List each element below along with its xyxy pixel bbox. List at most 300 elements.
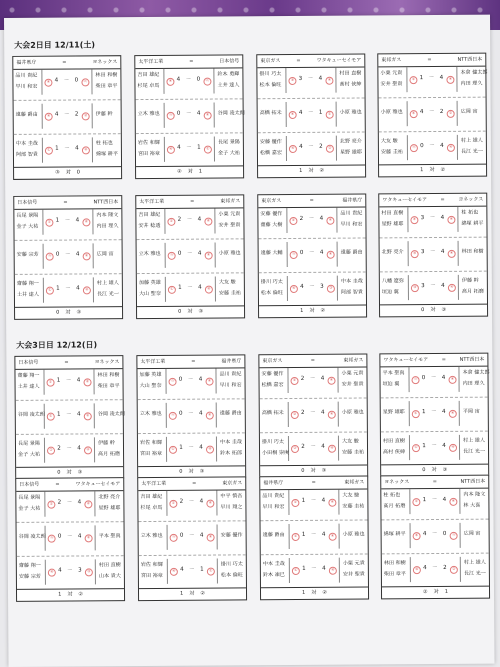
games bbox=[137, 368, 245, 466]
game-row bbox=[378, 67, 488, 93]
score-right: 4 bbox=[442, 496, 447, 503]
row-separator bbox=[382, 519, 489, 521]
player-name: 綿塚 耕平 bbox=[383, 531, 406, 538]
player-name: 大山 聖奈 bbox=[139, 382, 162, 390]
score-left: 3 bbox=[420, 215, 425, 222]
game-row bbox=[14, 137, 121, 163]
player-name: 柱 拓也 bbox=[461, 209, 479, 216]
left-players bbox=[139, 525, 168, 550]
versus-sign: = bbox=[55, 481, 60, 488]
right-players bbox=[459, 435, 488, 460]
game-row bbox=[17, 525, 124, 551]
score-right: 4 bbox=[321, 497, 326, 504]
circled-score-left: ① bbox=[409, 76, 417, 84]
versus-sign: = bbox=[296, 57, 301, 64]
player-name: 星野 雄耶 bbox=[98, 505, 121, 512]
left-players bbox=[16, 492, 45, 517]
match-card bbox=[136, 354, 246, 479]
circled-score-right: ① bbox=[207, 568, 215, 576]
versus-sign: = bbox=[64, 359, 69, 366]
score-left: 3 bbox=[421, 283, 425, 290]
team-right: 福井県庁 bbox=[342, 197, 363, 204]
total-right: ③ bbox=[199, 468, 205, 475]
player-name: 掛川 巧太 bbox=[260, 279, 283, 286]
player-name: 立木 雅也 bbox=[140, 532, 163, 540]
games bbox=[15, 369, 123, 467]
circled-score-right: ④ bbox=[206, 500, 214, 508]
versus-sign: = bbox=[432, 478, 437, 485]
score-dash: － bbox=[431, 442, 437, 450]
total-left: 1 bbox=[300, 307, 304, 314]
player-name: 鈴木 拓郎 bbox=[220, 450, 243, 457]
player-name: 土井 達人 bbox=[217, 82, 240, 89]
circled-score-left: ④ bbox=[44, 79, 52, 87]
score-dash: － bbox=[63, 77, 70, 84]
player-name: 長江 光一 bbox=[463, 570, 486, 577]
player-name: 土井 達人 bbox=[17, 383, 40, 390]
match-header bbox=[380, 354, 487, 368]
match-card bbox=[378, 193, 488, 318]
player-name: 小栗 元貴 bbox=[218, 211, 241, 218]
player-name: 齋藤 翔一 bbox=[18, 562, 41, 569]
game-row bbox=[135, 68, 242, 94]
player-name: 髙村 侠紳 bbox=[339, 81, 362, 88]
versus-sign: = bbox=[191, 358, 196, 365]
score-right: 4 bbox=[197, 216, 202, 223]
circled-score-left: ② bbox=[169, 500, 177, 508]
right-players bbox=[457, 135, 486, 160]
circled-score-right: ④ bbox=[449, 498, 457, 506]
player-name: 小栗 元貴 bbox=[342, 560, 365, 567]
game-row bbox=[138, 402, 245, 428]
player-name: 品川 貴紀 bbox=[219, 371, 242, 378]
team-right: NTT西日本 bbox=[460, 478, 486, 485]
right-players bbox=[335, 67, 364, 92]
left-players bbox=[379, 135, 408, 160]
circled-score-left: ① bbox=[292, 533, 300, 541]
games bbox=[135, 68, 243, 166]
score-dash: － bbox=[185, 76, 192, 83]
total-right: ② bbox=[200, 590, 206, 597]
game-row bbox=[137, 242, 244, 268]
right-players bbox=[216, 490, 245, 515]
score-right: 4 bbox=[196, 110, 201, 117]
score-dash: － bbox=[188, 444, 194, 451]
score-right: 4 bbox=[441, 374, 446, 381]
player-name: 中本 圭哉 bbox=[262, 561, 285, 568]
score-left: 1 bbox=[178, 284, 182, 291]
player-name: 大友 駿 bbox=[342, 492, 360, 499]
player-name: 小原 雅也 bbox=[341, 409, 364, 416]
player-name: 髙月 拓磨 bbox=[461, 288, 484, 295]
score-left: 4 bbox=[422, 531, 427, 538]
circled-score-left: ① bbox=[292, 567, 300, 575]
player-name: 村田 直樹 bbox=[98, 562, 121, 569]
score-right: 4 bbox=[320, 409, 325, 416]
score-left: 1 bbox=[301, 497, 306, 504]
player-name: 加藤 英雄 bbox=[139, 371, 162, 379]
player-name: 遠藤 爵由 bbox=[15, 111, 38, 118]
row-separator bbox=[260, 431, 367, 433]
left-players bbox=[137, 369, 166, 394]
games bbox=[136, 208, 244, 306]
right-players bbox=[95, 559, 124, 584]
total-left: 0 bbox=[421, 307, 425, 314]
game-row bbox=[138, 436, 245, 462]
score-left: 0 bbox=[55, 251, 60, 258]
circled-score-right: ④ bbox=[84, 500, 92, 508]
player-name: 伊藤 幹 bbox=[95, 111, 113, 118]
total-vs: 対 bbox=[189, 590, 195, 597]
player-name: 内田 理久 bbox=[462, 380, 485, 387]
player-name: 村田 直樹 bbox=[382, 438, 405, 445]
score-left: 0 bbox=[299, 249, 304, 256]
player-name: 安井 聖貴 bbox=[342, 571, 365, 578]
player-name: 柱 拓也 bbox=[383, 492, 401, 499]
player-name: 安藤 優作 bbox=[260, 211, 283, 218]
right-players bbox=[94, 403, 123, 428]
score-left: 1 bbox=[419, 75, 424, 82]
player-name: 内本 隆文 bbox=[463, 491, 486, 498]
total-left: 0 bbox=[57, 469, 61, 476]
player-name: 柴田 章平 bbox=[383, 571, 406, 578]
score-dash: － bbox=[66, 533, 73, 540]
game-row bbox=[382, 523, 489, 549]
player-name: 遠藤 大輔 bbox=[260, 250, 283, 257]
row-separator bbox=[16, 399, 123, 401]
team-left: 東京ガス bbox=[261, 197, 282, 204]
circled-score-right: ④ bbox=[205, 252, 213, 260]
total-vs: 対 bbox=[187, 168, 193, 175]
player-name: 村田 直樹 bbox=[339, 70, 362, 77]
total-left: 1 bbox=[58, 591, 62, 598]
player-name: 広岡 宙 bbox=[96, 251, 114, 258]
player-name: 大友 駿 bbox=[380, 138, 398, 145]
row-separator bbox=[382, 553, 489, 555]
score-left: 0 bbox=[179, 532, 184, 539]
player-name: 阿部 智貴 bbox=[15, 151, 38, 158]
total-right: ② bbox=[322, 589, 328, 596]
right-players bbox=[93, 277, 122, 302]
score-dash: － bbox=[430, 374, 437, 382]
player-name: 内本 隆文 bbox=[96, 212, 119, 219]
score-right: 4 bbox=[75, 251, 80, 258]
score-dash: － bbox=[308, 143, 314, 150]
player-name: 綿塚 耕平 bbox=[461, 220, 484, 227]
left-players bbox=[379, 101, 408, 126]
score-left: 4 bbox=[54, 111, 59, 118]
row-separator bbox=[261, 553, 368, 555]
score-dash: － bbox=[188, 532, 195, 539]
circled-score-right: ④ bbox=[84, 412, 92, 420]
player-name: 品川 貴紀 bbox=[15, 72, 38, 79]
match-card bbox=[380, 475, 490, 600]
match-header bbox=[135, 55, 242, 69]
game-row bbox=[260, 489, 367, 515]
player-name: 長尾 景陽 bbox=[16, 212, 39, 219]
circled-score-right: ④ bbox=[206, 446, 214, 454]
circled-score-left: ⓪ bbox=[290, 251, 298, 259]
versus-sign: = bbox=[427, 56, 432, 63]
circled-score-left: ④ bbox=[413, 566, 421, 574]
right-players bbox=[337, 241, 366, 266]
team-left: 日本信号 bbox=[19, 481, 40, 488]
left-players bbox=[260, 402, 289, 427]
circled-score-left: ④ bbox=[410, 110, 418, 118]
left-players bbox=[260, 436, 289, 461]
player-name: 髙村 侠紳 bbox=[383, 449, 406, 456]
game-row bbox=[14, 209, 121, 235]
score-right: 4 bbox=[75, 217, 80, 224]
score-dash: － bbox=[186, 144, 192, 151]
match-card bbox=[259, 475, 369, 600]
circled-score-left: ② bbox=[289, 217, 297, 225]
game-row bbox=[259, 241, 366, 267]
player-name: 髙月 拓磨 bbox=[98, 451, 121, 458]
player-name: 早川 翔之 bbox=[220, 504, 243, 511]
player-name: 谷岡 凌太朗 bbox=[17, 411, 45, 418]
score-dash: － bbox=[308, 249, 315, 256]
circled-score-right: ④ bbox=[84, 446, 92, 454]
total-right: ③ bbox=[198, 308, 204, 315]
total-left: 1 bbox=[180, 590, 184, 597]
game-row bbox=[17, 559, 124, 585]
circled-score-right: ④ bbox=[204, 218, 212, 226]
score-dash: － bbox=[65, 285, 71, 292]
player-name: 阿部 智貴 bbox=[340, 289, 363, 296]
left-players bbox=[135, 69, 164, 94]
game-row bbox=[379, 101, 486, 127]
game-row bbox=[136, 208, 243, 234]
player-name: 大友 駿 bbox=[341, 438, 359, 445]
score-right: 2 bbox=[74, 111, 79, 118]
right-players bbox=[337, 275, 366, 300]
left-players bbox=[380, 367, 409, 392]
score-dash: － bbox=[310, 531, 317, 538]
player-name: 小原 雅也 bbox=[339, 109, 362, 116]
circled-score-right: ④ bbox=[327, 251, 335, 259]
team-left: 太平洋工業 bbox=[140, 358, 166, 365]
player-name: 広岡 宙 bbox=[463, 530, 481, 537]
player-name: 安井 聖貴 bbox=[218, 222, 241, 229]
match-card bbox=[12, 55, 122, 180]
player-name: 安井 聖貴 bbox=[341, 381, 364, 388]
total-vs: 対 bbox=[431, 466, 437, 473]
score-dash: － bbox=[310, 443, 316, 450]
score-right: 4 bbox=[77, 499, 82, 506]
score-left: 2 bbox=[177, 216, 182, 223]
circled-score-left: ⓪ bbox=[169, 378, 177, 386]
player-name: 高橋 拓未 bbox=[261, 410, 284, 417]
right-players bbox=[93, 369, 122, 394]
score-dash: － bbox=[311, 565, 317, 572]
circled-score-right: ④ bbox=[206, 378, 214, 386]
score-right: 4 bbox=[76, 411, 81, 418]
total-vs: 対 bbox=[65, 309, 71, 316]
row-separator bbox=[381, 397, 488, 399]
left-players bbox=[13, 70, 42, 95]
circled-score-right: ② bbox=[450, 566, 458, 574]
player-name: 伊藤 幹 bbox=[461, 277, 479, 284]
right-players bbox=[339, 523, 368, 548]
score-dash: － bbox=[189, 566, 195, 573]
score-dash: － bbox=[307, 109, 314, 116]
player-name: 中本 圭哉 bbox=[340, 278, 363, 285]
circled-score-left: ⓪ bbox=[169, 412, 177, 420]
player-name: 柴田 章平 bbox=[95, 83, 118, 90]
game-row bbox=[16, 403, 123, 429]
player-name: 小原 雅也 bbox=[380, 109, 403, 116]
score-dash: － bbox=[66, 445, 72, 452]
circled-score-left: ③ bbox=[288, 77, 296, 85]
score-right: 4 bbox=[440, 248, 445, 255]
game-row bbox=[14, 103, 121, 129]
circled-score-left: ④ bbox=[167, 146, 175, 154]
player-name: 齋藤 翔一 bbox=[17, 372, 40, 379]
right-players bbox=[459, 489, 488, 514]
right-players bbox=[214, 102, 243, 127]
game-row bbox=[380, 241, 487, 267]
score-right: 4 bbox=[441, 408, 446, 415]
match-header bbox=[379, 194, 486, 208]
score-left: 1 bbox=[302, 565, 306, 572]
row-separator bbox=[136, 132, 243, 134]
row-separator bbox=[381, 431, 488, 433]
left-players bbox=[378, 67, 407, 92]
game-row bbox=[13, 69, 120, 95]
match-card bbox=[134, 54, 244, 179]
right-players bbox=[214, 208, 243, 233]
player-name: 北野 亮介 bbox=[339, 138, 362, 145]
player-name: 林田 和樹 bbox=[383, 560, 406, 567]
player-name: 広岡 宙 bbox=[460, 108, 478, 115]
match-header bbox=[137, 355, 244, 369]
score-right: 3 bbox=[78, 567, 82, 574]
total-right: 0 bbox=[76, 169, 81, 176]
right-players bbox=[337, 367, 366, 392]
total-vs: 対 bbox=[310, 467, 316, 474]
circled-score-left: ① bbox=[291, 499, 299, 507]
row-separator bbox=[14, 99, 121, 101]
score-dash: － bbox=[308, 215, 315, 222]
score-right: 4 bbox=[440, 142, 444, 149]
versus-sign: = bbox=[309, 197, 314, 204]
circled-score-left: ① bbox=[168, 286, 176, 294]
circled-score-left: ⓪ bbox=[167, 112, 175, 120]
team-left: 太平洋工業 bbox=[141, 480, 167, 487]
score-left: 2 bbox=[301, 443, 305, 450]
score-left: 2 bbox=[179, 498, 184, 505]
results-sheet bbox=[4, 15, 495, 667]
circled-score-left: ② bbox=[291, 377, 299, 385]
right-players bbox=[92, 137, 121, 162]
total-left: 0 bbox=[56, 309, 60, 316]
games bbox=[16, 491, 124, 589]
left-players bbox=[261, 524, 290, 549]
game-row bbox=[136, 136, 243, 162]
score-left: 1 bbox=[56, 411, 61, 418]
player-name: 吉田 雄紀 bbox=[138, 211, 161, 219]
right-players bbox=[456, 67, 488, 92]
left-players bbox=[139, 559, 168, 584]
right-players bbox=[217, 524, 246, 549]
circled-score-right: ④ bbox=[448, 284, 456, 292]
score-dash: － bbox=[65, 377, 72, 384]
right-players bbox=[336, 101, 365, 126]
score-right: 4 bbox=[77, 445, 81, 452]
left-players bbox=[138, 403, 167, 428]
total-right: ② bbox=[319, 167, 325, 174]
circled-score-right: ④ bbox=[448, 250, 456, 258]
row-separator bbox=[138, 432, 245, 434]
score-left: 0 bbox=[420, 143, 424, 150]
match-header bbox=[259, 354, 366, 368]
game-row bbox=[138, 490, 245, 516]
score-dash: － bbox=[185, 110, 192, 117]
right-players bbox=[458, 275, 487, 300]
game-row bbox=[261, 557, 368, 583]
player-name: 安井 聖貴 bbox=[380, 81, 403, 88]
player-name: 安藤 宗芳 bbox=[18, 573, 41, 580]
total-vs: 対 bbox=[188, 468, 194, 475]
match-total bbox=[14, 166, 121, 179]
left-players bbox=[138, 437, 167, 462]
right-players bbox=[92, 209, 121, 234]
score-left: 4 bbox=[299, 143, 303, 150]
circled-score-right: ④ bbox=[329, 533, 337, 541]
match-card bbox=[14, 355, 124, 480]
score-dash: － bbox=[64, 251, 71, 258]
score-left: 4 bbox=[423, 565, 427, 572]
score-left: 1 bbox=[55, 217, 60, 224]
team-left: 太平洋工業 bbox=[139, 198, 165, 205]
total-vs: 対 bbox=[65, 169, 71, 176]
circled-score-right: ④ bbox=[447, 144, 455, 152]
game-row bbox=[258, 101, 365, 127]
score-left: 1 bbox=[301, 531, 306, 538]
left-players bbox=[15, 278, 44, 303]
score-right: 4 bbox=[199, 498, 204, 505]
match-header bbox=[381, 476, 488, 490]
player-name: 髙月 拓磨 bbox=[383, 503, 406, 510]
match-card bbox=[13, 195, 123, 320]
circled-score-left: ④ bbox=[289, 145, 297, 153]
right-players bbox=[216, 436, 245, 461]
right-players bbox=[457, 207, 486, 232]
score-left: 2 bbox=[57, 499, 62, 506]
match-header bbox=[136, 195, 243, 209]
total-vs: 対 bbox=[66, 469, 72, 476]
player-name: 中平 慎吾 bbox=[220, 493, 243, 500]
circled-score-left: ⓪ bbox=[170, 534, 178, 542]
score-left: 1 bbox=[179, 444, 183, 451]
circled-score-right: ④ bbox=[328, 499, 336, 507]
player-name: 長尾 景陽 bbox=[18, 494, 41, 501]
player-name: 品川 貴紀 bbox=[340, 210, 363, 217]
team-right: NTT西日本 bbox=[459, 356, 485, 363]
left-players bbox=[17, 560, 46, 585]
score-left: 0 bbox=[176, 110, 181, 117]
left-players bbox=[382, 523, 411, 548]
circled-score-left: ① bbox=[412, 410, 420, 418]
player-name: 安藤 圭祐 bbox=[342, 449, 365, 456]
player-name: 杉尾 卓馬 bbox=[137, 82, 160, 90]
versus-sign: = bbox=[440, 196, 445, 203]
player-name: 安藤 圭祐 bbox=[218, 290, 241, 297]
score-dash: － bbox=[309, 283, 315, 290]
left-players bbox=[16, 404, 45, 429]
score-right: 4 bbox=[75, 145, 79, 152]
